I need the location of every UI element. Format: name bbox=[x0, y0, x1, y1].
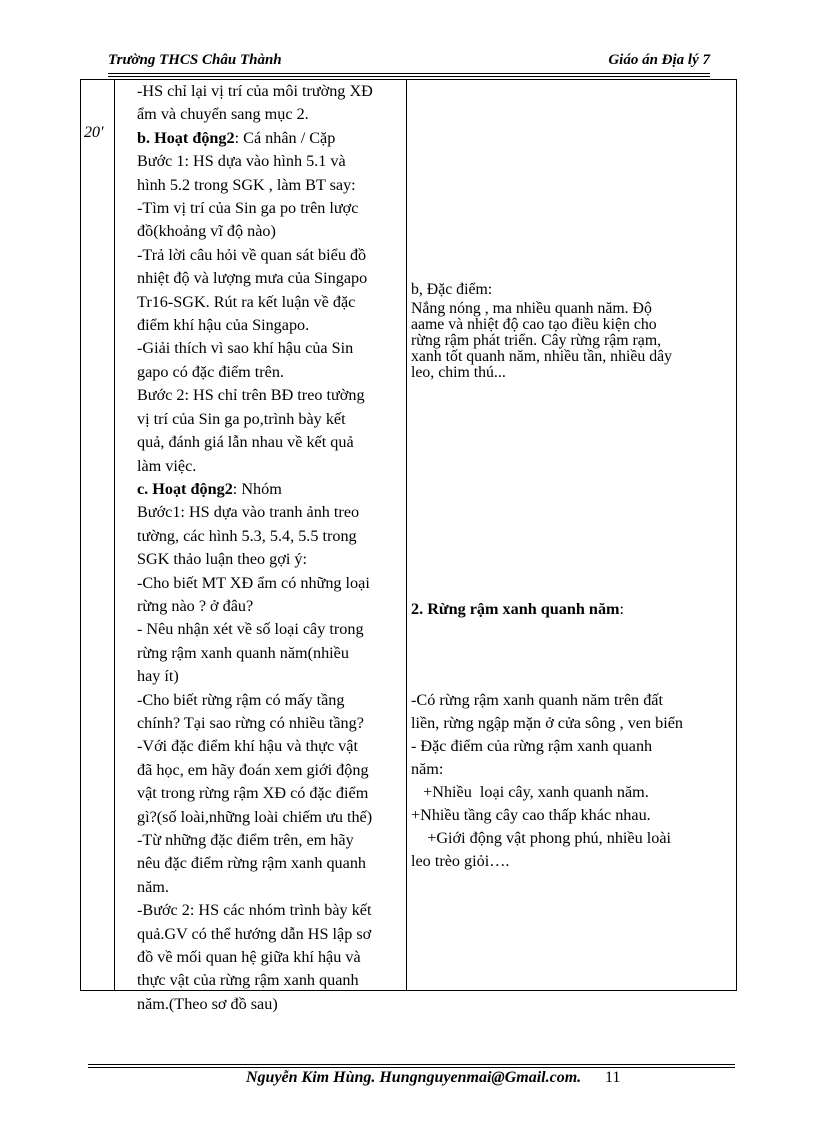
activity-line: vị trí của Sin ga po,trình bày kết bbox=[137, 409, 346, 428]
activity-b-heading: b. Hoạt động2: Cá nhân / Cặp bbox=[137, 128, 336, 147]
section-2-line: +Nhiều loại cây, xanh quanh năm. bbox=[411, 783, 649, 801]
subject-title: Giáo án Địa lý 7 bbox=[608, 52, 710, 68]
activity-line: -Trả lời câu hỏi về quan sát biểu đồ bbox=[137, 245, 367, 264]
activity-line: vật trong rừng rậm XĐ có đặc điểm bbox=[137, 784, 369, 803]
col-divider-2 bbox=[406, 80, 407, 990]
activity-line: -Bước 2: HS các nhóm trình bày kết bbox=[137, 901, 372, 920]
activity-line: -Giải thích vì sao khí hậu của Sin bbox=[137, 339, 354, 358]
activity-line: tường, các hình 5.3, 5.4, 5.5 trong bbox=[137, 526, 357, 545]
activity-line: năm. bbox=[137, 877, 169, 896]
activity-line: -Cho biết MT XĐ ẩm có những loại bbox=[137, 573, 370, 592]
col-divider-1 bbox=[114, 80, 115, 990]
activity-line: -Tìm vị trí của Sin ga po trên lược bbox=[137, 199, 359, 218]
activity-line: hay ít) bbox=[137, 667, 179, 686]
intro-line: -HS chỉ lại vị trí của môi trường XĐ bbox=[137, 82, 373, 100]
activity-line: -Từ những đặc điểm trên, em hãy bbox=[137, 831, 354, 849]
features-line: rừng rậm phát triển. Cây rừng rậm rạm, bbox=[411, 332, 662, 349]
activity-line: đồ(khoảng vĩ độ nào) bbox=[137, 222, 276, 241]
activity-line: đồ về mối quan hệ giữa khí hậu và bbox=[137, 948, 361, 967]
activity-line: -Với đặc điểm khí hậu và thực vật bbox=[137, 737, 358, 756]
section-2-line: liền, rừng ngập mặn ở cửa sông , ven biển bbox=[411, 714, 684, 732]
section-2-line: +Giới động vật phong phú, nhiều loài bbox=[411, 829, 672, 847]
activity-line: gì?(số loài,những loài chiếm ưu thế) bbox=[137, 807, 373, 826]
activity-line: rừng nào ? ở đâu? bbox=[137, 596, 254, 615]
activity-line: SGK thảo luận theo gợi ý: bbox=[137, 550, 307, 569]
activity-line: hình 5.2 trong SGK , làm BT say: bbox=[137, 175, 356, 194]
activity-line: chính? Tại sao rừng có nhiều tầng? bbox=[137, 713, 364, 732]
footer-author: Nguyễn Kim Hùng. Hungnguyenmai@Gmail.com. bbox=[246, 1069, 582, 1086]
features-heading: b, Đặc điểm: bbox=[411, 281, 493, 298]
header-rule-2 bbox=[108, 76, 710, 77]
school-name: Trường THCS Châu Thành bbox=[108, 52, 282, 68]
activity-line: năm.(Theo sơ đồ sau) bbox=[137, 994, 278, 1013]
intro-line: ẩm và chuyển sang mục 2. bbox=[137, 105, 309, 124]
climate-features bbox=[411, 282, 731, 381]
activity-line: đã học, em hãy đoán xem giới động bbox=[137, 760, 369, 779]
section-2-line: leo trèo giỏi…. bbox=[411, 852, 510, 870]
page-number: 11 bbox=[605, 1069, 621, 1086]
section-2-line: năm: bbox=[411, 760, 444, 778]
activity-line: - Nêu nhận xét về số loại cây trong bbox=[137, 620, 364, 639]
header-rule bbox=[108, 73, 710, 74]
activity-column bbox=[137, 80, 399, 1016]
footer-rule-2 bbox=[88, 1067, 735, 1068]
activity-line: Bước 2: HS chỉ trên BĐ treo tường bbox=[137, 386, 365, 405]
activity-line: thực vật của rừng rậm xanh quanh bbox=[137, 971, 359, 990]
section-2-title: 2. Rừng rậm xanh quanh năm: bbox=[411, 600, 625, 618]
activity-line: điểm khí hậu của Singapo. bbox=[137, 316, 310, 335]
section-2-body bbox=[411, 689, 731, 873]
section-2-line: - Đặc điểm của rừng rậm xanh quanh bbox=[411, 737, 653, 755]
section-2 bbox=[411, 598, 731, 621]
section-2-line: -Có rừng rậm xanh quanh năm trên đất bbox=[411, 691, 663, 709]
activity-line: nêu đặc điểm rừng rậm xanh quanh bbox=[137, 854, 367, 873]
activity-line: gapo có đặc điểm trên. bbox=[137, 362, 284, 381]
activity-line: Bước 1: HS dựa vào hình 5.1 và bbox=[137, 152, 346, 171]
features-line: xanh tốt quanh năm, nhiều tần, nhiều dây bbox=[411, 348, 673, 365]
page-header bbox=[108, 50, 710, 72]
activity-line: quả.GV có thể hướng dẫn HS lập sơ bbox=[137, 924, 372, 943]
activity-line: -Cho biết rừng rậm có mấy tầng bbox=[137, 690, 345, 709]
time-cell: 20' bbox=[84, 124, 104, 141]
features-line: Nắng nóng , ma nhiều quanh năm. Độ bbox=[411, 300, 652, 317]
activity-line: quả, đánh giá lẫn nhau về kết quả bbox=[137, 433, 354, 452]
activity-line: làm việc. bbox=[137, 456, 197, 475]
activity-c-heading: c. Hoạt động2: Nhóm bbox=[137, 479, 282, 498]
section-2-line: +Nhiều tầng cây cao thấp khác nhau. bbox=[411, 806, 651, 824]
activity-line: nhiệt độ và lượng mưa của Singapo bbox=[137, 269, 368, 288]
activity-line: Bước1: HS dựa vào tranh ảnh treo bbox=[137, 503, 360, 522]
features-line: aame và nhiệt độ cao tạo điều kiện cho bbox=[411, 316, 657, 333]
features-line: leo, chim thú... bbox=[411, 364, 506, 381]
activity-line: Tr16-SGK. Rút ra kết luận về đặc bbox=[137, 292, 356, 311]
footer-rule bbox=[88, 1064, 735, 1065]
activity-line: rừng rậm xanh quanh năm(nhiều bbox=[137, 643, 349, 662]
